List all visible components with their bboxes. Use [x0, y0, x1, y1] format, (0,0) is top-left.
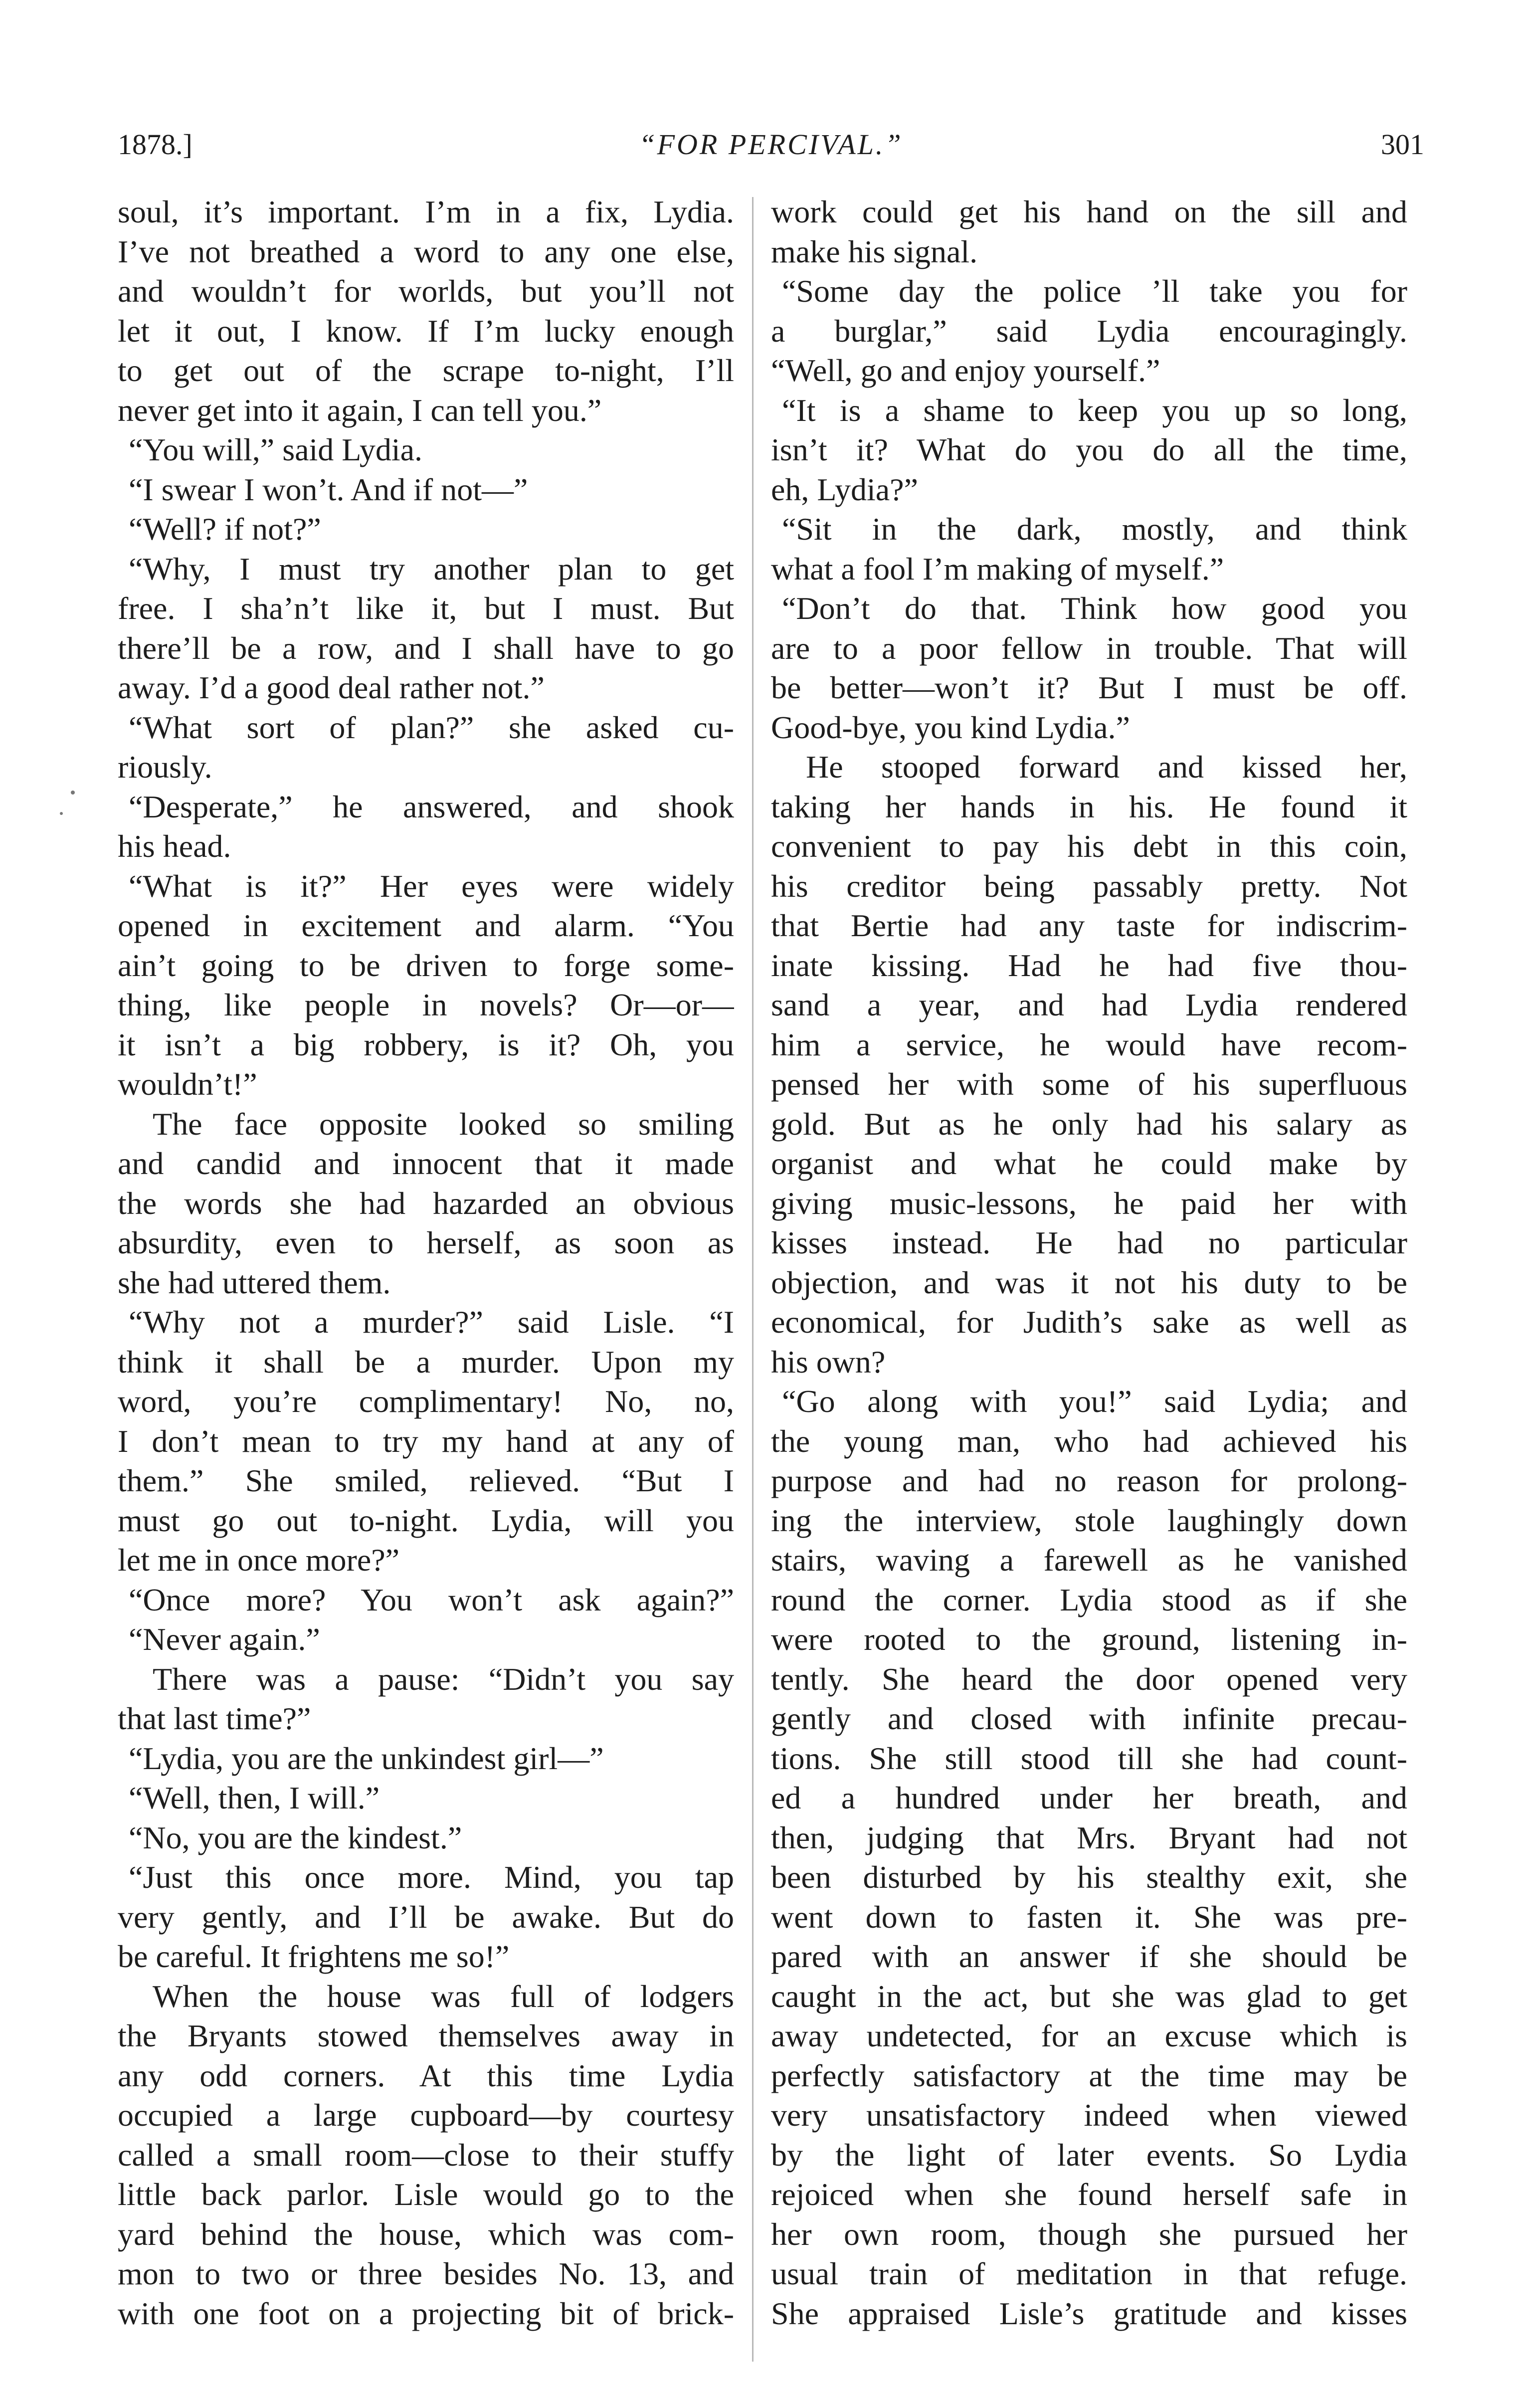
text-line: “What sort of plan?” she asked cu-	[129, 709, 734, 745]
text-line: “Once more? You won’t ask again?”	[129, 1582, 734, 1617]
text-line: what a fool I’m making of myself.”	[771, 551, 1224, 587]
text-line: ain’t going to be driven to forge some-	[118, 947, 734, 983]
text-line: to get out of the scrape to-night, I’ll	[118, 353, 734, 388]
text-line: and candid and innocent that it made	[118, 1146, 734, 1181]
text-line: must go out to-night. Lydia, will you	[118, 1502, 734, 1538]
header-year: 1878.]	[118, 128, 192, 161]
text-line: been disturbed by his stealthy exit, she	[771, 1859, 1407, 1895]
text-line: sand a year, and had Lydia rendered	[771, 987, 1407, 1022]
text-line: there’ll be a row, and I shall have to go	[118, 630, 734, 666]
text-line: “Well, go and enjoy yourself.”	[771, 353, 1160, 388]
text-line: little back parlor. Lisle would go to the	[118, 2177, 734, 2212]
text-line: that Bertie had any taste for indiscrim-	[771, 908, 1407, 943]
text-line: by the light of later events. So Lydia	[771, 2137, 1407, 2173]
column-divider	[752, 197, 754, 2362]
text-line: wouldn’t!”	[118, 1066, 257, 1102]
text-line: inate kissing. Had he had five thou-	[771, 947, 1407, 983]
text-line: giving music-lessons, he paid her with	[771, 1185, 1407, 1221]
text-line: “Well? if not?”	[129, 511, 321, 547]
text-line: work could get his hand on the sill and	[771, 194, 1407, 229]
text-line: and wouldn’t for worlds, but you’ll not	[118, 273, 734, 309]
text-line: are to a poor fellow in trouble. That will	[771, 630, 1407, 666]
text-line: “Desperate,” he answered, and shook	[129, 789, 734, 824]
text-line: him a service, he would have recom-	[771, 1026, 1407, 1062]
text-line: “Why not a murder?” said Lisle. “I	[129, 1304, 734, 1340]
text-line: his creditor being passably pretty. Not	[771, 868, 1407, 904]
text-line: eh, Lydia?”	[771, 471, 918, 507]
text-line: very gently, and I’ll be awake. But do	[118, 1899, 734, 1935]
running-head	[118, 125, 1424, 165]
text-line: them.” She smiled, relieved. “But I	[118, 1463, 734, 1498]
text-line: called a small room—close to their stuffy	[118, 2137, 734, 2173]
text-line: perfectly satisfactory at the time may be	[771, 2057, 1407, 2093]
text-line: gold. But as he only had his salary as	[771, 1106, 1407, 1142]
text-line: “Never again.”	[129, 1621, 320, 1657]
text-line: went down to fasten it. She was pre-	[771, 1899, 1407, 1935]
text-line: “It is a shame to keep you up so long,	[782, 392, 1407, 428]
text-line: absurdity, even to herself, as soon as	[118, 1225, 734, 1260]
text-line: “Sit in the dark, mostly, and think	[782, 511, 1407, 547]
right-text-column	[771, 192, 1407, 2377]
text-line: never get into it again, I can tell you.”	[118, 392, 602, 428]
text-line: “Well, then, I will.”	[129, 1780, 380, 1815]
text-line: occupied a large cupboard—by courtesy	[118, 2097, 734, 2133]
text-line: “You will,” said Lydia.	[129, 432, 423, 467]
text-line: pensed her with some of his superfluous	[771, 1066, 1407, 1102]
text-line: opened in excitement and alarm. “You	[118, 908, 734, 943]
text-line: “Why, I must try another plan to get	[129, 551, 734, 587]
text-line: Good-bye, you kind Lydia.”	[771, 709, 1130, 745]
text-line: caught in the act, but she was glad to get	[771, 1978, 1407, 2014]
text-line: “I swear I won’t. And if not—”	[129, 471, 528, 507]
text-line: away undetected, for an excuse which is	[771, 2018, 1407, 2053]
text-line: let it out, I know. If I’m lucky enough	[118, 313, 734, 349]
left-text-column	[118, 192, 734, 2377]
text-line: it isn’t a big robbery, is it? Oh, you	[118, 1026, 734, 1062]
text-line: soul, it’s important. I’m in a fix, Lydia.	[118, 194, 734, 229]
text-line: taking her hands in his. He found it	[771, 789, 1407, 824]
text-line: she had uttered them.	[118, 1264, 391, 1300]
text-line: The face opposite looked so smiling	[153, 1106, 734, 1142]
text-line: She appraised Lisle’s gratitude and kisses	[771, 2295, 1407, 2331]
text-line: let me in once more?”	[118, 1542, 400, 1578]
text-line: with one foot on a projecting bit of brick-	[118, 2295, 734, 2331]
text-line: When the house was full of lodgers	[153, 1978, 734, 2014]
text-line: “Lydia, you are the unkindest girl—”	[129, 1740, 604, 1776]
text-line: a burglar,” said Lydia encouragingly.	[771, 313, 1407, 349]
text-line: gently and closed with infinite precau-	[771, 1701, 1407, 1736]
text-line: “Just this once more. Mind, you tap	[129, 1859, 734, 1895]
text-line: away. I’d a good deal rather not.”	[118, 670, 545, 705]
text-line: make his signal.	[771, 233, 978, 269]
text-line: “No, you are the kindest.”	[129, 1819, 462, 1855]
text-line: the young man, who had achieved his	[771, 1423, 1407, 1459]
text-line: any odd corners. At this time Lydia	[118, 2057, 734, 2093]
text-line: usual train of meditation in that refuge.	[771, 2256, 1407, 2291]
text-line: stairs, waving a farewell as he vanished	[771, 1542, 1407, 1578]
text-line: the words she had hazarded an obvious	[118, 1185, 734, 1221]
text-line: isn’t it? What do you do all the time,	[771, 432, 1407, 467]
text-line: yard behind the house, which was com-	[118, 2216, 734, 2252]
text-line: “Some day the police ’ll take you for	[782, 273, 1407, 309]
text-line: He stooped forward and kissed her,	[806, 749, 1407, 785]
text-line: her own room, though she pursued her	[771, 2216, 1407, 2252]
text-line: “Go along with you!” said Lydia; and	[782, 1384, 1407, 1419]
page-number: 301	[1381, 128, 1424, 161]
text-line: tently. She heard the door opened very	[771, 1661, 1407, 1697]
text-line: There was a pause: “Didn’t you say	[153, 1661, 734, 1697]
text-line: round the corner. Lydia stood as if she	[771, 1582, 1407, 1617]
text-line: I’ve not breathed a word to any one else,	[118, 233, 734, 269]
text-line: mon to two or three besides No. 13, and	[118, 2256, 734, 2291]
text-line: objection, and was it not his duty to be	[771, 1264, 1407, 1300]
text-line: kisses instead. He had no particular	[771, 1225, 1407, 1260]
text-line: think it shall be a murder. Upon my	[118, 1344, 734, 1380]
text-line: free. I sha’n’t like it, but I must. But	[118, 591, 734, 626]
text-line: that last time?”	[118, 1701, 311, 1736]
text-line: ed a hundred under her breath, and	[771, 1780, 1407, 1815]
text-line: pared with an answer if she should be	[771, 1939, 1407, 1974]
text-line: word, you’re complimentary! No, no,	[118, 1384, 734, 1419]
text-line: economical, for Judith’s sake as well as	[771, 1304, 1407, 1340]
text-line: rejoiced when she found herself safe in	[771, 2177, 1407, 2212]
text-line: thing, like people in novels? Or—or—	[118, 987, 734, 1022]
text-line: purpose and had no reason for prolong-	[771, 1463, 1407, 1498]
text-line: I don’t mean to try my hand at any of	[118, 1423, 734, 1459]
text-line: his own?	[771, 1344, 886, 1380]
text-line: “What is it?” Her eyes were widely	[129, 868, 734, 904]
text-line: the Bryants stowed themselves away in	[118, 2018, 734, 2053]
text-line: “Don’t do that. Think how good you	[782, 591, 1407, 626]
text-line: then, judging that Mrs. Bryant had not	[771, 1819, 1407, 1855]
text-line: convenient to pay his debt in this coin,	[771, 828, 1407, 864]
text-line: ing the interview, stole laughingly down	[771, 1502, 1407, 1538]
text-line: tions. She still stood till she had count-	[771, 1740, 1407, 1776]
text-line: his head.	[118, 828, 231, 864]
text-line: very unsatisfactory indeed when viewed	[771, 2097, 1407, 2133]
text-line: were rooted to the ground, listening in-	[771, 1621, 1407, 1657]
text-line: be careful. It frightens me so!”	[118, 1939, 510, 1974]
text-line: be better—won’t it? But I must be off.	[771, 670, 1407, 705]
header-title: “FOR PERCIVAL.”	[639, 128, 903, 161]
text-line: organist and what he could make by	[771, 1146, 1407, 1181]
text-line: riously.	[118, 749, 212, 785]
